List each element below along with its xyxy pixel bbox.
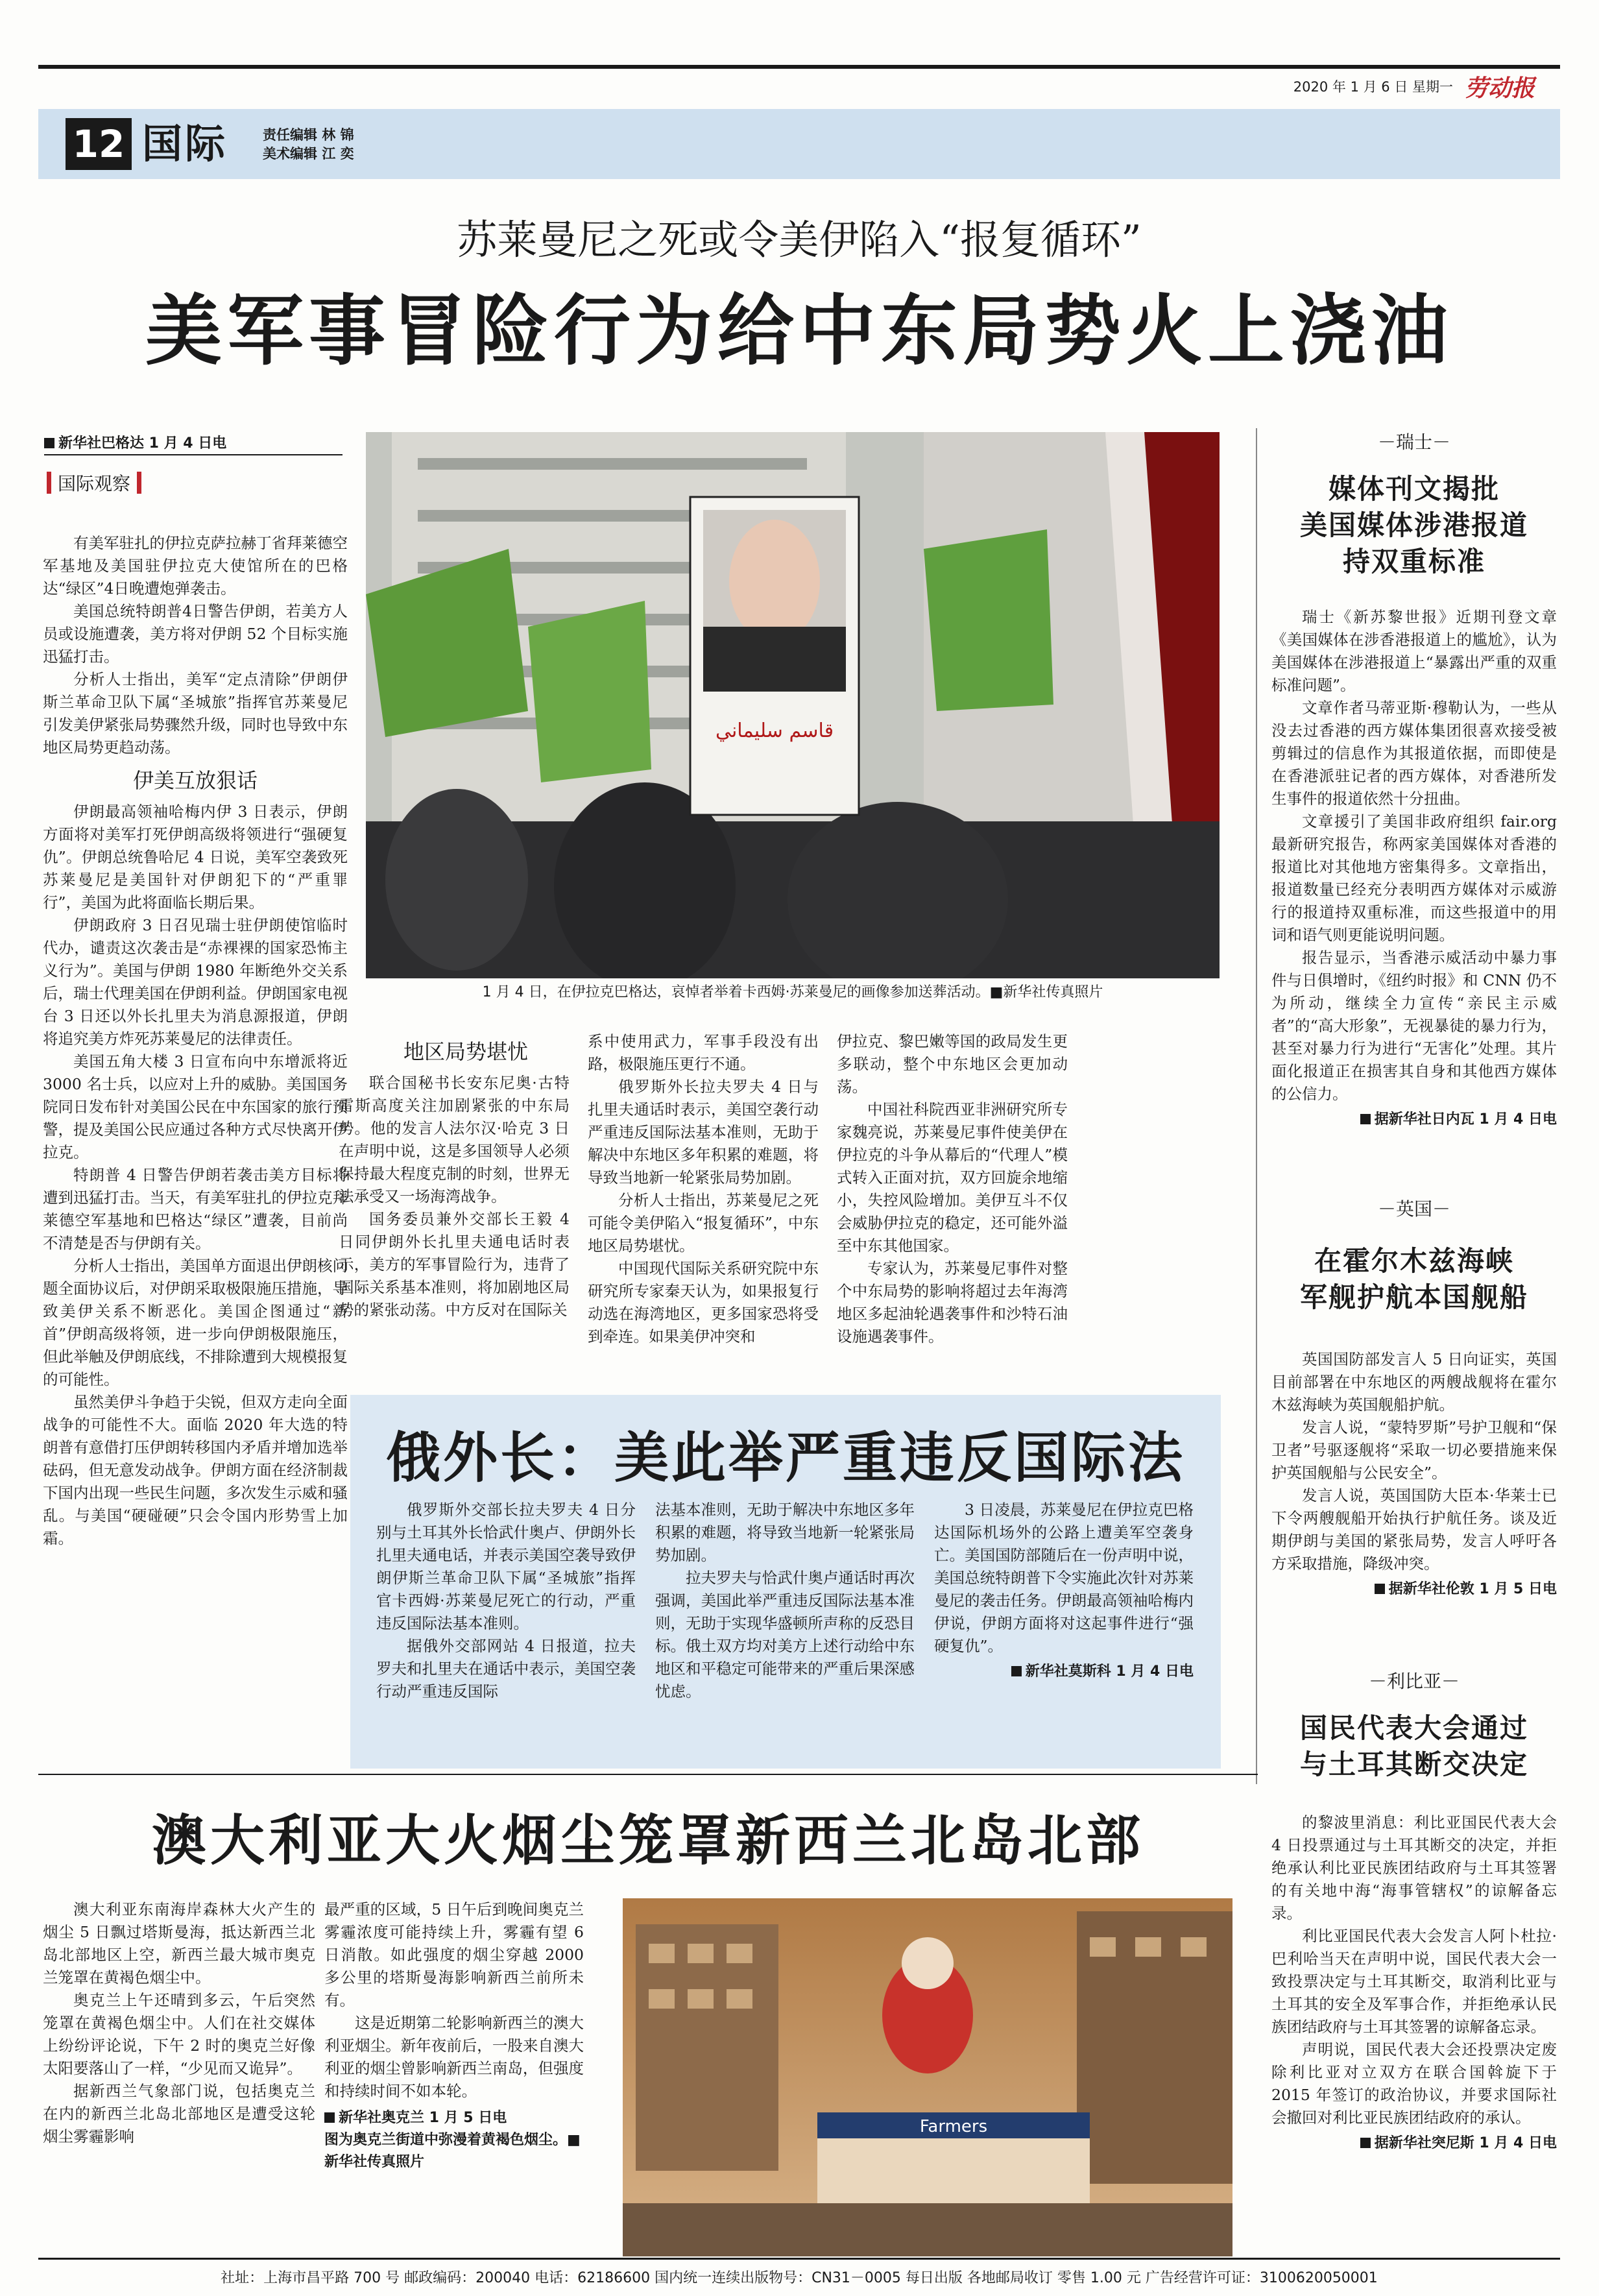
paragraph: 伊朗最高领袖哈梅内伊 3 日表示，伊朗方面将对美军打死伊朗高级将领进行“强硬复仇”。伊朗总统鲁哈尼 4 日说，美军空袭致死苏莱曼尼是美国针对伊朗犯下的“严重罪行”，美国为此将面临长期后果。 [43,803,348,912]
source-credit [934,1660,1194,1680]
editor-line: 美术编辑 江 奕 [263,146,354,162]
paragraph: 拉夫罗夫与恰武什奥卢通话时再次强调，美国此举严重违反国际法基本准则，无助于实现华盛顿所声称的反恐目标。俄土双方均对美方上述行动给中东地区和平稳定可能带来的严重后果深感忧虑。 [655,1569,915,1700]
subhead: 地区局势堪忧 [403,1039,529,1064]
headline-line: 军舰护航本国舰船 [1299,1281,1528,1313]
main-col4 [837,1030,1068,1348]
paragraph: 美国总统特朗普4日警告伊朗，若美方人员或设施遭袭，美方将对伊朗 52 个目标实施迅猛打击。 [43,602,348,666]
sidebar-headline [1271,1243,1557,1316]
russia-col1 [376,1499,636,1703]
square-bullet-icon [324,2112,335,2123]
section-band [38,109,1560,179]
sidebar-body [1271,1811,1557,2129]
sidebar-headline [1271,1710,1557,1783]
australia-headline: 澳大利亚大火烟尘笼罩新西兰北岛北部 [151,1809,1144,1872]
square-bullet-icon [1375,1584,1385,1594]
paragraph: 这是近期第二轮影响新西兰的澳大利亚烟尘。新年夜前后，一股来自澳大利亚的烟尘曾影响新西兰南岛，但强度和持续时间不如本轮。 [324,2014,584,2100]
source-text: 据新华社伦敦 1 月 5 日电 [1388,1581,1557,1597]
mourners-photo-illustration [366,432,1220,978]
top-rule [38,65,1560,69]
russia-col3 [934,1499,1194,1680]
paragraph: 利比亚国民代表大会发言人阿卜杜拉·巴利哈当天在声明中说，国民代表大会一致投票决定与土耳其断交，取消利比亚与土耳其的安全及军事合作，并拒绝承认民族团结政府与土耳其签署的谅解备忘录。 [1271,1927,1557,2036]
paragraph: 特朗普 4 日警告伊朗若袭击美方目标将遭到迅猛打击。当天，有美军驻扎的伊拉克拜莱德空军基地和巴格达“绿区”遭袭，目前尚不清楚是否与伊朗有关。 [43,1166,348,1252]
main-photo [366,432,1220,978]
australia-col1 [43,1898,315,2148]
editor-line: 责任编辑 林 锦 [263,127,354,143]
paragraph: 俄罗斯外交部长拉夫罗夫 4 日分别与土耳其外长恰武什奥卢、伊朗外长扎里夫通电话，并表示美国空袭导致伊朗伊斯兰革命卫队下属“圣城旅”指挥官卡西姆·苏莱曼尼死亡的行动，严重违反国际法基本准则。 [376,1501,636,1632]
tag-bar-icon [137,472,141,494]
paragraph: 发言人说，英国国防大臣本·华莱士已下令两艘舰船开始执行护航任务。谈及近期伊朗与美国的紧张局势，发言人呼吁各方采取措施，降级冲突。 [1271,1486,1557,1573]
page-number-box [66,118,132,170]
paragraph: 分析人士指出，苏莱曼尼之死可能令美伊陷入“报复循环”，中东地区局势堪忧。 [588,1191,819,1255]
russia-col2 [655,1499,915,1703]
source-text: 新华社莫斯科 1 月 4 日电 [1025,1663,1194,1680]
headline-line: 与土耳其断交决定 [1299,1748,1528,1780]
column-divider [1256,428,1257,1784]
footer-rule [38,2258,1560,2260]
paragraph: 有美军驻扎的伊拉克萨拉赫丁省拜莱德空军基地及美国驻伊拉克大使馆所在的巴格达“绿区”4日晚遭炮弹袭击。 [43,534,348,598]
paragraph: 文章作者马蒂亚斯·穆勒认为，一些从没去过香港的西方媒体集团很喜欢接受被剪辑过的信息作为其报道依据，而即使是在香港派驻记者的西方媒体，对香港所发生事件的报道依然十分扭曲。 [1271,699,1557,808]
headline-line: 美国媒体涉港报道 [1299,509,1528,541]
main-photo-caption: 1 月 4 日，在伊拉克巴格达，哀悼者举着卡西姆·苏莱曼尼的画像参加送葬活动。■新华社传真照片 [482,984,1103,1000]
paragraph: 联合国秘书长安东尼奥·古特雷斯高度关注加剧紧张的中东局势。他的发言人法尔汉·哈克 3 日在声明中说，这是多国领导人必须保持最大程度克制的时刻，世界无法承受又一场海湾战争。 [339,1074,570,1205]
column-tag [47,470,141,496]
main-dateline [44,432,226,452]
main-col2 [339,1030,570,1322]
sidebar-story-libya [1271,1667,1557,2152]
store-sign: Farmers [919,2117,988,2136]
paragraph: 声明说，国民代表大会还投票决定废除利比亚对立双方在联合国斡旋下于 2015 年签订的政治协议，并要求国际社会撤回对利比亚民族团结政府的承认。 [1271,2040,1557,2127]
headline-line: 国民代表大会通过 [1299,1712,1528,1744]
main-headline: 美军事冒险行为给中东局势火上浇油 [145,286,1453,376]
main-col1 [43,532,348,1550]
source-credit [1271,2132,1557,2152]
page-number: 12 [72,122,125,166]
story-divider [38,1774,1258,1775]
smoke-street-photo-illustration [623,1898,1232,2256]
source-credit [1271,1108,1557,1128]
paragraph: 中国现代国际关系研究院中东研究所专家秦天认为，如果报复行动选在海湾地区，更多国家恐将受到牵连。如果美伊冲突和 [588,1259,819,1346]
australia-col2 [324,1898,584,2173]
paragraph: 最严重的区域，5 日午后到晚间奥克兰雾霾浓度可能持续上升，雾霾有望 6 日消散。如此强度的烟尘穿越 2000 多公里的塔斯曼海影响新西兰前所未有。 [324,1900,584,2009]
paragraph: 澳大利亚东南海岸森林大火产生的烟尘 5 日飘过塔斯曼海，抵达新西兰北岛北部地区上空，新西兰最大城市奥克兰笼罩在黄褐色烟尘中。 [43,1900,315,1987]
section-name: 国际 [142,120,228,167]
headline-line: 在霍尔木兹海峡 [1314,1245,1514,1277]
square-bullet-icon [1360,2138,1371,2148]
paragraph: 分析人士指出，美国单方面退出伊朗核问题全面协议后，对伊朗采取极限施压措施，导致美伊关系不断恶化。美国企图通过“新首”伊朗高级将领，进一步向伊朗极限施压，但此举触及伊朗底线，不排除遭到大规模报复的可能性。 [43,1257,348,1388]
paragraph: 据俄外交部网站 4 日报道，拉夫罗夫和扎里夫在通话中表示，美国空袭行动严重违反国际 [376,1637,636,1700]
paragraph: 报告显示，当香港示威活动中暴力事件与日俱增时，《纽约时报》和 CNN 仍不为所动，继续全力宣传“亲民主示威者”的“高大形象”，无视暴徒的暴力行为，甚至对暴力行为进行“无害化”处理。其片面化报道正在损害其自身和其他西方媒体的公信力。 [1271,949,1557,1103]
headline-line: 媒体刊文揭批 [1328,473,1500,505]
subhead: 伊美互放狠话 [132,768,258,793]
paragraph: 文章援引了美国非政府组织 fair.org 最新研究报告，称两家美国媒体对香港的报道比对其他地方密集得多。文章指出，报道数量已经充分表明西方媒体对示威游行的报道持双重标准，而这些报道中的用词和语气则更能说明问题。 [1271,812,1557,944]
sidebar-headline [1271,471,1557,580]
paragraph: 专家认为，苏莱曼尼事件对整个中东局势的影响将超过去年海湾地区多起油轮遇袭事件和沙特石油设施遇袭事件。 [837,1259,1068,1346]
source-text: 据新华社突尼斯 1 月 4 日电 [1374,2135,1557,2151]
paragraph: 中国社科院西亚非洲研究所专家魏亮说，苏莱曼尼事件使美伊在伊拉克的斗争从幕后的“代理人”模式转入正面对抗，双方回旋余地缩小，失控风险增加。美伊互斗不仅会威胁伊拉克的稳定，还可能外溢至中东其他国家。 [837,1100,1068,1255]
source-text: 新华社奥克兰 1 月 5 日电 [339,2110,507,2126]
source-credit [324,2107,584,2127]
dateline-rule [44,454,343,455]
square-bullet-icon [1360,1114,1371,1124]
paragraph: 英国国防部发言人 5 日向证实，英国目前部署在中东地区的两艘战舰将在霍尔木兹海峡为英国舰船护航。 [1271,1350,1557,1414]
main-col3 [588,1030,819,1348]
tag-bar-icon [47,472,51,494]
paragraph: 系中使用武力，军事手段没有出路，极限施压更行不通。 [588,1032,819,1073]
country-label: －瑞士－ [1377,431,1450,453]
sidebar-story-uk [1271,1195,1557,1598]
source-credit [1271,1578,1557,1598]
square-bullet-icon [44,438,54,448]
paragraph: 伊朗政府 3 日召见瑞士驻伊朗使馆临时代办，谴责这次袭击是“赤裸裸的国家恐怖主义行为”。美国与伊朗 1980 年断绝外交关系后，瑞士代理美国在伊朗利益。伊朗国家电视台 3 日还以外长扎里夫为消息源报道，伊朗将追究美方炸死苏莱曼尼的法律责任。 [43,916,348,1048]
russia-box [350,1395,1221,1769]
sidebar-body [1271,1348,1557,1575]
country-label: －利比亚－ [1368,1671,1460,1692]
paragraph: 发言人说，“蒙特罗斯”号护卫舰和“保卫者”号驱逐舰将“采取一切必要措施来保护英国舰船与公民安全”。 [1271,1418,1557,1482]
square-bullet-icon [1011,1666,1022,1676]
paragraph: 虽然美伊斗争趋于尖锐，但双方走向全面战争的可能性不大。面临 2020 年大选的特朗普有意借打压伊朗转移国内矛盾并增加选举砝码，但无意发动战争。伊朗方面在经济制裁下国内出现一些民生问题，多次发生示威和骚乱。与美国“硬碰硬”只会令国内形势雪上加霜。 [43,1393,348,1547]
paper-logo: 劳动报 [1465,75,1535,102]
svg-text:قاسم سليماني: قاسم سليماني [715,719,834,742]
country-label: －英国－ [1377,1198,1450,1220]
paragraph: 3 日凌晨，苏莱曼尼在伊拉克巴格达国际机场外的公路上遭美军空袭身亡。美国国防部随后在一份声明中说，美国总统特朗普下令实施此次针对苏莱曼尼的袭击任务。伊朗最高领袖哈梅内伊说，伊朗方面将对这起事件进行“强硬复仇”。 [934,1501,1194,1655]
footer-info: 社址：上海市昌平路 700 号 邮政编码：200040 电话：62186600 国内统一连续出版物号：CN31－0005 每日出版 各地邮局收订 零售 1.00 元 广告经营许可证：3100620050001 [221,2270,1378,2286]
paragraph: 瑞士《新苏黎世报》近期刊登文章《美国媒体在涉香港报道上的尴尬》，认为美国媒体在涉港报道上“暴露出严重的双重标准问题”。 [1271,608,1557,694]
sidebar-story-switzerland [1271,428,1557,1128]
headline-line: 持双重标准 [1342,546,1485,577]
editors [263,126,354,163]
paragraph: 的黎波里消息：利比亚国民代表大会 4 日投票通过与土耳其断交的决定，并拒绝承认利比亚民族团结政府与土耳其签署的有关地中海“海事管辖权”的谅解备忘录。 [1271,1813,1557,1922]
paragraph: 国务委员兼外交部长王毅 4 日同伊朗外长扎里夫通电话时表示，美方的军事冒险行为，违背了国际关系基本准则，将加剧地区局势的紧张动荡。中方反对在国际关 [339,1210,570,1319]
column-tag-text: 国际观察 [58,473,131,494]
paragraph: 法基本准则，无助于解决中东地区多年积累的难题，将导致当地新一轮紧张局势加剧。 [655,1501,915,1564]
paragraph: 分析人士指出，美军“定点清除”伊朗伊斯兰革命卫队下属“圣城旅”指挥官苏莱曼尼引发美伊紧张局势骤然升级，同时也导致中东地区局势更趋动荡。 [43,670,348,756]
main-kicker: 苏莱曼尼之死或令美伊陷入“报复循环” [457,216,1142,263]
paragraph: 美国五角大楼 3 日宣布向中东增派将近 3000 名士兵，以应对上升的威胁。美国国务院同日发布针对美国公民在中东国家的旅行预警，提及美国公民应通过各种方式尽快离开伊拉克。 [43,1052,348,1161]
paragraph: 伊拉克、黎巴嫩等国的政局发生更多联动，整个中东地区会更加动荡。 [837,1032,1068,1096]
auckland-photo [623,1898,1232,2256]
paragraph: 据新西兰气象部门说，包括奥克兰在内的新西兰北岛北部地区是遭受这轮烟尘雾霾影响 [43,2082,315,2145]
paragraph: 俄罗斯外长拉夫罗夫 4 日与扎里夫通话时表示，美国空袭行动严重违反国际法基本准则，无助于解决中东地区多年积累的难题，将导致当地新一轮紧张局势加剧。 [588,1078,819,1187]
issue-date: 2020 年 1 月 6 日 星期一 [1293,79,1453,95]
russia-headline: 俄外长：美此举严重违反国际法 [385,1426,1185,1490]
paragraph: 奥克兰上午还晴到多云，午后突然笼罩在黄褐色烟尘中。人们在社交媒体上纷纷评论说，下午 2 时的奥克兰好像太阳要落山了一样，“少见而又诡异”。 [43,1991,315,2077]
sidebar-body [1271,606,1557,1106]
australia-photo-caption: 图为奥克兰街道中弥漫着黄褐色烟尘。■新华社传真照片 [324,2132,581,2170]
dateline-text: 新华社巴格达 1 月 4 日电 [58,435,227,452]
source-text: 据新华社日内瓦 1 月 4 日电 [1374,1111,1557,1128]
